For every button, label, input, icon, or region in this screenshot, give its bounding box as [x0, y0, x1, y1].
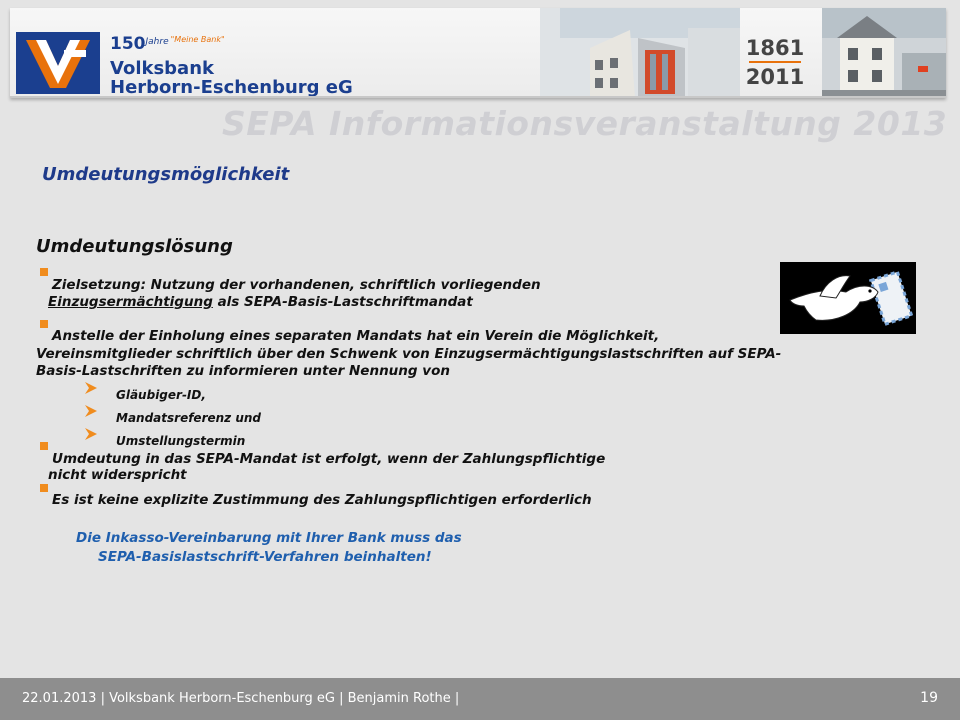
- note-line-2: SEPA-Basislastschrift-Verfahren beinhalten!: [98, 549, 432, 565]
- header-banner: [10, 8, 946, 98]
- bullet-marker: [40, 268, 48, 276]
- sub-bullet-mandate-reference: Mandatsreferenz und: [116, 411, 262, 425]
- branch-photo: [822, 8, 946, 98]
- bullet-1-line-2-rest: als SEPA-Basis-Lastschriftmandat: [212, 294, 473, 310]
- year-end: 2011: [745, 65, 805, 89]
- arrow-bullet-icon: [84, 427, 98, 441]
- slide-subtitle: Umdeutungsmöglichkeit: [42, 164, 290, 185]
- section-title: Umdeutungslösung: [36, 236, 233, 257]
- footer-text: 22.01.2013 | Volksbank Herborn-Eschenburg eG | Benjamin Rothe |: [22, 691, 460, 706]
- bullet-marker: [40, 442, 48, 450]
- bullet-2-line-1: Anstelle der Einholung eines separaten Mandats hat ein Verein die Möglichkeit,: [52, 328, 660, 344]
- bank-name-line2: Herborn-Eschenburg eG: [110, 77, 353, 98]
- footer-bar: [0, 678, 960, 720]
- note-line-1: Die Inkasso-Vereinbarung mit Ihrer Bank muss das: [76, 530, 462, 546]
- slogan: "Meine Bank": [170, 35, 225, 44]
- bullet-3-line-2: nicht widerspricht: [48, 467, 187, 483]
- page-number: 19: [920, 690, 938, 706]
- bullet-1-line-2: [48, 294, 473, 311]
- bullet-2-line-3: Basis-Lastschriften zu informieren unter Nennung von: [36, 363, 450, 379]
- arrow-bullet-icon: [84, 404, 98, 418]
- bullet-4-line-1: Es ist keine explizite Zustimmung des Zahlungspflichtigen erforderlich: [52, 492, 592, 508]
- presentation-watermark: SEPA Informationsveranstaltung 2013: [222, 104, 948, 143]
- bullet-2-line-2: Vereinsmitglieder schriftlich über den Schwenk von Einzugsermächtigungslastschriften auf SEPA-: [36, 346, 782, 362]
- sub-bullet-conversion-date: Umstellungstermin: [116, 434, 246, 448]
- volksbank-logo-icon: [16, 32, 100, 94]
- bullet-3-line-1: Umdeutung in das SEPA-Mandat ist erfolgt, wenn der Zahlungspflichtige: [52, 451, 606, 467]
- year-start: 1861: [745, 36, 805, 60]
- underlined-term: Einzugsermächtigung: [48, 294, 213, 310]
- bullet-1-line-1: Zielsetzung: Nutzung der vorhandenen, schriftlich vorliegenden: [52, 277, 541, 293]
- dove-letter-image: [780, 262, 916, 334]
- sub-bullet-creditor-id: Gläubiger-ID,: [116, 388, 206, 402]
- jubilee-label: [110, 34, 225, 54]
- bullet-marker: [40, 484, 48, 492]
- bullet-marker: [40, 320, 48, 328]
- bank-name: [110, 59, 353, 97]
- year-divider: [749, 61, 801, 63]
- jubilee-word: Jahre: [145, 37, 169, 47]
- bank-name-line1: Volksbank: [110, 58, 214, 79]
- anniversary-years: [745, 36, 805, 89]
- arrow-bullet-icon: [84, 381, 98, 395]
- jubilee-number: 150: [110, 34, 146, 54]
- building-photos: [540, 8, 740, 98]
